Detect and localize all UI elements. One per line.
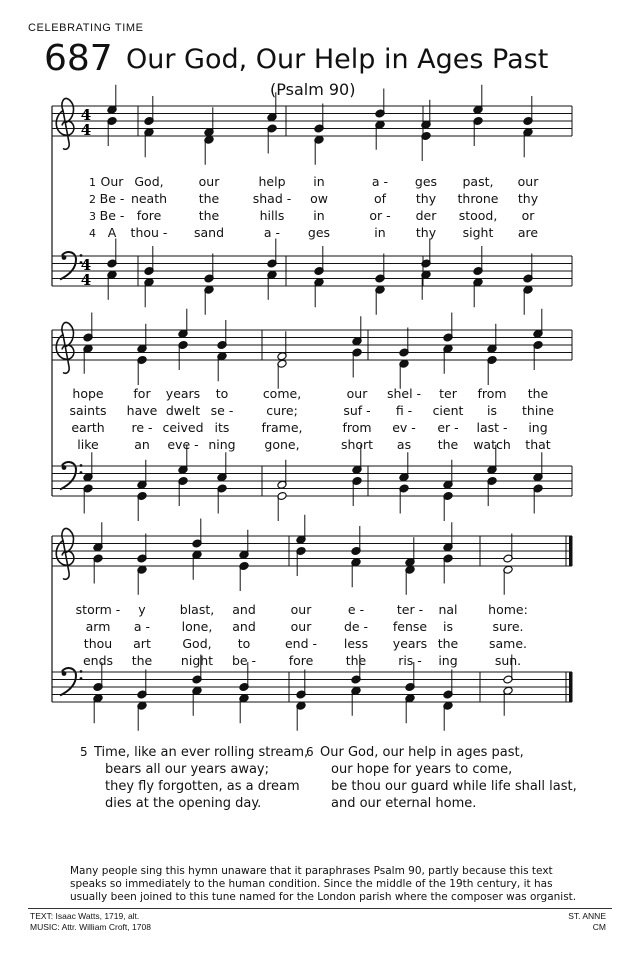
- verse-number: 1: [89, 176, 96, 189]
- lyric-syllable: same.: [488, 636, 528, 651]
- lyric-syllable: like: [77, 437, 99, 452]
- credits: [30, 911, 151, 933]
- lyric-syllable: hope: [72, 386, 104, 401]
- lyric-syllable: shel -: [386, 386, 422, 401]
- lyric-syllable: eve -: [167, 437, 199, 452]
- lyric-syllable: thy: [415, 225, 437, 240]
- lyric-syllable: nal: [438, 602, 458, 617]
- lyric-syllable: ges: [414, 174, 438, 189]
- lyric-syllable: earth: [71, 420, 105, 435]
- lyric-syllable: an: [134, 437, 150, 452]
- lyric-syllable: sure.: [492, 619, 524, 634]
- lyric-syllable: have: [126, 403, 158, 418]
- lyric-syllable: the: [198, 208, 220, 223]
- lyric-syllable: ter: [439, 386, 457, 401]
- lyric-syllable: last -: [476, 420, 508, 435]
- lyric-syllable: sun.: [494, 653, 522, 668]
- stanza-6: [306, 744, 577, 812]
- lyric-syllable: cure;: [266, 403, 298, 418]
- lyric-syllable: e -: [347, 602, 365, 617]
- lyric-syllable: blast,: [179, 602, 215, 617]
- lyric-syllable: gone,: [264, 437, 300, 452]
- lyric-syllable: ev -: [392, 420, 416, 435]
- lyric-syllable: years: [165, 386, 201, 401]
- lyric-syllable: God,: [134, 174, 164, 189]
- lyric-syllable: storm -: [75, 602, 121, 617]
- lyric-syllable: se -: [210, 403, 234, 418]
- lyric-syllable: that: [525, 437, 551, 452]
- final-barline: [569, 672, 573, 702]
- lyric-syllable: thy: [415, 191, 437, 206]
- stanza-line: Our God, our help in ages past,: [320, 745, 524, 760]
- time-signature: 4: [80, 256, 92, 274]
- lyric-syllable: fi -: [395, 403, 413, 418]
- lyric-syllable: its: [214, 420, 230, 435]
- lyric-syllable: stood,: [458, 208, 498, 223]
- lyric-syllable: shad -: [252, 191, 292, 206]
- verse-number: 3: [89, 210, 96, 223]
- lyric-syllable: the: [131, 653, 153, 668]
- hymn-subtitle: (Psalm 90): [270, 80, 356, 99]
- lyric-syllable: fore: [288, 653, 314, 668]
- lyric-syllable: ow: [310, 191, 328, 206]
- lyric-syllable: thy: [517, 191, 539, 206]
- lyric-syllable: for: [133, 386, 151, 401]
- lyric-syllable: cient: [432, 403, 464, 418]
- lyric-syllable: thine: [522, 403, 554, 418]
- lyric-syllable: or -: [369, 208, 391, 223]
- lyric-syllable: sight: [462, 225, 494, 240]
- lyric-syllable: dwelt: [165, 403, 201, 418]
- time-signature: 4: [80, 121, 92, 139]
- lyric-syllable: our: [290, 602, 312, 617]
- lyric-syllable: are: [517, 225, 539, 240]
- lyric-syllable: ceived: [162, 420, 204, 435]
- lyric-syllable: A: [107, 225, 117, 240]
- hymn-note: Many people sing this hymn unaware that it paraphrases Psalm 90, partly because this text speaks so immediately to the human condition. Since the middle of the 19th century, it has usually been joined to this tune named for the London parish where the composer was organist.: [70, 865, 577, 903]
- lyric-syllable: fense: [392, 619, 428, 634]
- lyric-syllable: be -: [231, 653, 257, 668]
- stanza-line: bears all our years away;: [105, 762, 270, 777]
- lyric-syllable: is: [443, 619, 453, 634]
- lyric-syllable: our: [198, 174, 220, 189]
- lyric-syllable: ing: [528, 420, 548, 435]
- lyric-syllable: suf -: [343, 403, 371, 418]
- lyric-syllable: help: [258, 174, 286, 189]
- lyric-syllable: er -: [437, 420, 459, 435]
- stanza-line: they fly forgotten, as a dream: [105, 779, 300, 794]
- lyric-syllable: and: [232, 619, 256, 634]
- lyric-syllable: night: [180, 653, 214, 668]
- lyric-syllable: a -: [133, 619, 151, 634]
- lyric-syllable: frame,: [261, 420, 303, 435]
- lyric-syllable: ing: [438, 653, 458, 668]
- lyric-syllable: thou -: [130, 225, 168, 240]
- lyric-syllable: from: [477, 386, 507, 401]
- lyric-syllable: years: [392, 636, 428, 651]
- lyric-syllable: end -: [284, 636, 318, 651]
- lyric-syllable: from: [342, 420, 372, 435]
- lyric-syllable: in: [374, 225, 386, 240]
- lyric-syllable: short: [340, 437, 374, 452]
- hymn-title: Our God, Our Help in Ages Past: [126, 44, 549, 75]
- lyric-syllable: and: [232, 602, 256, 617]
- time-signature: 4: [80, 106, 92, 124]
- lyric-syllable: ends: [82, 653, 114, 668]
- lyric-syllable: Be -: [99, 208, 125, 223]
- lyric-syllable: past,: [462, 174, 494, 189]
- lyric-syllable: fore: [136, 208, 162, 223]
- lyric-syllable: come,: [262, 386, 302, 401]
- lyric-syllable: y: [138, 602, 146, 617]
- lyric-syllable: sand: [193, 225, 225, 240]
- lyric-syllable: re -: [131, 420, 153, 435]
- lyric-syllable: der: [415, 208, 437, 223]
- lyric-syllable: less: [343, 636, 369, 651]
- lyric-syllable: throne: [457, 191, 499, 206]
- lyric-syllable: in: [313, 174, 325, 189]
- lyric-syllable: ges: [307, 225, 331, 240]
- footer-divider: [28, 908, 612, 909]
- lyric-syllable: in: [313, 208, 325, 223]
- hymn-number: 687: [44, 38, 113, 79]
- lyric-syllable: home:: [488, 602, 528, 617]
- lyric-syllable: the: [437, 636, 459, 651]
- lyric-syllable: art: [133, 636, 151, 651]
- music-credit: MUSIC: Attr. William Croft, 1708: [30, 922, 151, 932]
- stanza-line: be thou our guard while life shall last,: [331, 779, 577, 794]
- text-credit: TEXT: Isaac Watts, 1719, alt.: [30, 911, 140, 921]
- tune-info: [568, 911, 606, 933]
- tune-name: ST. ANNE: [568, 911, 606, 921]
- final-barline: [569, 536, 573, 566]
- verse-number: 4: [89, 227, 96, 240]
- time-signature: 4: [80, 271, 92, 289]
- lyric-syllable: our: [346, 386, 368, 401]
- stanza-line: Time, like an ever rolling stream,: [94, 745, 309, 760]
- lyric-syllable: ter -: [396, 602, 424, 617]
- lyric-syllable: arm: [85, 619, 111, 634]
- lyric-syllable: lone,: [181, 619, 213, 634]
- lyric-syllable: to: [237, 636, 251, 651]
- lyric-syllable: hills: [259, 208, 285, 223]
- stanza-5: [80, 744, 308, 812]
- lyric-syllable: ning: [208, 437, 236, 452]
- verse-number: 2: [89, 193, 96, 206]
- lyric-syllable: is: [487, 403, 497, 418]
- lyric-syllable: watch: [473, 437, 511, 452]
- lyric-syllable: or: [521, 208, 535, 223]
- lyric-syllable: God,: [182, 636, 212, 651]
- lyric-syllable: a -: [371, 174, 389, 189]
- lyric-syllable: de -: [343, 619, 369, 634]
- lyric-syllable: the: [345, 653, 367, 668]
- stanza-number: 6: [306, 745, 314, 759]
- lyric-syllable: as: [396, 437, 412, 452]
- lyric-syllable: the: [198, 191, 220, 206]
- lyric-syllable: to: [215, 386, 229, 401]
- lyric-syllable: neath: [130, 191, 168, 206]
- lyric-syllable: saints: [69, 403, 107, 418]
- stanza-number: 5: [80, 745, 88, 759]
- lyric-syllable: a -: [263, 225, 281, 240]
- lyric-syllable: thou: [83, 636, 113, 651]
- section-heading: CELEBRATING TIME: [28, 22, 144, 34]
- lyric-syllable: Be -: [99, 191, 125, 206]
- stanza-line: dies at the opening day.: [105, 796, 262, 811]
- lyric-syllable: our: [517, 174, 539, 189]
- stanza-line: and our eternal home.: [331, 796, 477, 811]
- lyric-syllable: our: [290, 619, 312, 634]
- lyric-syllable: the: [527, 386, 549, 401]
- lyric-syllable: of: [373, 191, 387, 206]
- lyric-syllable: the: [437, 437, 459, 452]
- lyric-syllable: Our: [100, 174, 124, 189]
- stanza-line: our hope for years to come,: [331, 762, 513, 777]
- meter: CM: [592, 922, 606, 932]
- lyric-syllable: ris -: [398, 653, 422, 668]
